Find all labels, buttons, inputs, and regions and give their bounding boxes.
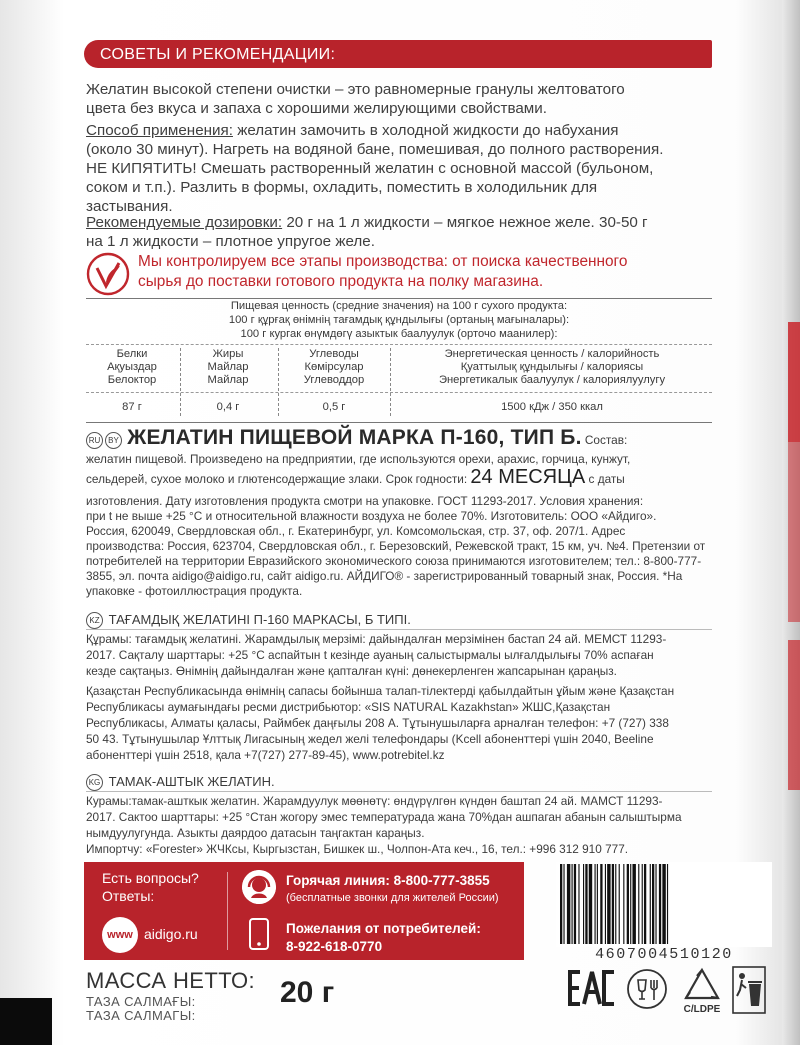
kz-text-line: Қазақстан Республикасында өнімнің сапасы бойынша талап-тілектерді қабылдайтын ұйым және Қазақстан: [86, 684, 675, 698]
hotline-phone[interactable]: Горячая линия: 8-800-777-3855: [286, 873, 490, 888]
www-icon: www: [102, 917, 138, 953]
barcode-bar: [589, 864, 592, 944]
kz-text-line: 50 43. Тұтынушылар Ұлттық Лигасының жедел желі телефондары (Kcell абоненттері үшін 2040, Beeline: [86, 732, 654, 746]
barcode-bar: [583, 864, 584, 944]
kg-text-line: Импортчу: «Forester» ЖЧКсы, Кыргызстан, Бишкек ш., Чолпон-Ата кеч., 16, тел.: +996 312 910 777.: [86, 842, 629, 856]
quality-line: Мы контролируем все этапы производства: от поиска качественного: [138, 253, 628, 270]
barcode-bar: [605, 864, 606, 944]
nutrient-name: Майлар: [207, 361, 249, 373]
nutrient-name: Энергетическая ценность / калорийность: [444, 348, 660, 360]
wishes-label: Пожелания от потребителей:: [286, 921, 481, 936]
barcode-bar: [642, 864, 643, 944]
barcode-bar: [655, 864, 656, 944]
barcode-bar: [595, 864, 596, 944]
barcode-bar: [623, 864, 624, 944]
barcode-bar: [567, 864, 570, 944]
quality-line: сырья до поставки готового продукта на полку магазина.: [138, 273, 544, 290]
usage-label: Способ применения:: [86, 122, 233, 139]
hotline-operator-icon: [242, 870, 276, 904]
answers-label: Ответы:: [102, 888, 155, 904]
eac-mark-icon: [568, 968, 616, 1008]
barcode-bar: [612, 864, 614, 944]
ru-text-line: [86, 466, 712, 488]
ru-text-line: потребителей на территории Евразийского экономического союза принимаются изготовителем; тел.: 8-800-777-: [86, 554, 702, 568]
shelf-life: 24 МЕСЯЦА: [470, 466, 586, 488]
ru-text-line: Россия, 620049, Свердловская обл., г. Екатеринбург, ул. Комсомольская, стр. 37, оф. 207/1. Адрес: [86, 524, 626, 538]
barcode-bar: [585, 864, 587, 944]
nutrient-value: 0,5 г: [322, 401, 346, 413]
nutrient-name: Жиры: [212, 348, 244, 360]
kz-text-line: 2017. Сақталу шарттары: +25 °С аспайтын t кезінде ауаның салыстырмалы ылғалдылығы 70% аспаған: [86, 648, 654, 662]
package-edge-red: [788, 442, 800, 622]
kg-text-line: нымдуулугунда. Азыкты даярдоо датасын таңгактан караңыз.: [86, 826, 425, 840]
quality-statement: [138, 252, 712, 292]
wishes-phone[interactable]: 8-922-618-0770: [286, 939, 383, 954]
nutrient-name: Энергетикалык баалуулук / калориялуулугу: [438, 374, 666, 386]
mobile-phone-icon: [248, 918, 270, 950]
usage-line: НЕ КИПЯТИТЬ! Смешать растворенный желатин с основной массой (бульоном,: [86, 160, 654, 177]
column-divider: [390, 348, 391, 416]
net-weight-label-kg: ТАЗА САЛМАГЫ:: [86, 1008, 196, 1023]
nutrient-name: Углеводдор: [303, 374, 365, 386]
barcode-bar: [627, 864, 629, 944]
kg-text-line: 2017. Сактоо шарттары: +25 °Стан жогору эмес температурада жана 70%дан ашпаган абанын салыштырма: [86, 810, 682, 824]
section-divider: [86, 629, 712, 630]
dosage-line: на 1 л жидкости – плотное упругое желе.: [86, 233, 375, 250]
nutrition-column-energy: [392, 348, 712, 387]
kz-text-line: абоненттері үшін 2518, қала +7(727) 277-89-45), www.potrebitel.kz: [86, 748, 445, 762]
table-top-border: [86, 298, 712, 299]
hotline-note: (бесплатные звонки для жителей России): [286, 892, 499, 904]
section-title: СОВЕТЫ И РЕКОМЕНДАЦИИ:: [100, 46, 336, 63]
ru-text-line: производства: Россия, 623704, Свердловская обл., г. Березовский, Режевской тракт, 15 км, уч. №4. Претензии от: [86, 539, 706, 553]
barcode-bar: [600, 864, 602, 944]
column-divider: [278, 348, 279, 416]
barcode-bar: [650, 864, 651, 944]
kg-text-line: Курамы:тамак-ашткык желатин. Жарамдуулук мөөнөтү: өндүрүлгөн күндөн баштап 24 ай. МАМСТ 11293-: [86, 794, 663, 808]
by-country-badge: BY: [105, 432, 122, 449]
nutrient-name: Майлар: [207, 374, 249, 386]
nutrient-value: 1500 кДж / 350 ккал: [501, 401, 603, 413]
barcode: [556, 862, 772, 947]
ru-text: сельдерей, сухое молоко и глютенсодержащие злаки. Срок годности:: [86, 472, 471, 486]
ru-title-line: [86, 426, 712, 450]
table-divider: [86, 344, 712, 345]
barcode-bar: [619, 864, 620, 944]
kg-country-badge: KG: [86, 774, 103, 791]
kz-text-line: Республикасы, Алматы қаласы, Раймбек даңғылы 208 А. Тұтынушыларға арналған телефон: +7 (727) 338: [86, 716, 669, 730]
table-bottom-border: [86, 422, 712, 423]
nutrient-value: 0,4 г: [216, 401, 240, 413]
kg-title: ТАМАК-АШТЫК ЖЕЛАТИН.: [108, 774, 275, 789]
barcode-number: 4607004510120: [595, 946, 733, 963]
net-weight-label-kz: ТАЗА САЛМАҒЫ:: [86, 994, 196, 1009]
barcode-bar: [615, 864, 616, 944]
nutrition-column-protein: [86, 348, 178, 387]
nutrient-name: Белки: [116, 348, 148, 360]
barcode-bar: [632, 864, 635, 944]
barcode-bar: [574, 864, 576, 944]
ru-text-line: изготовления. Дату изготовления продукта смотри на упаковке. ГОСТ 11293-2017. Условия хранения:: [86, 494, 644, 508]
barcode-bar: [644, 864, 646, 944]
usage-line: застывания.: [86, 198, 173, 215]
usage-line: [86, 121, 712, 140]
barcode-bar: [597, 864, 598, 944]
nutrition-column-fat: [180, 348, 276, 387]
panel-divider: [227, 872, 228, 950]
barcode-bar: [578, 864, 579, 944]
recycling-code: C/LDPE: [683, 1004, 721, 1015]
ru-text-line: упаковке - фотоиллюстрация продукта.: [86, 584, 303, 598]
nutrient-name: Белоктор: [107, 374, 157, 386]
dosage-line: [86, 213, 712, 232]
barcode-bar: [659, 864, 661, 944]
website-link[interactable]: aidigo.ru: [144, 926, 198, 942]
barcode-bar: [652, 864, 654, 944]
kz-text-line: кезде сақтаңыз. Өнімнің дайындалған және қапталған күні: дөнекерленген жапсарынан қараңыз.: [86, 664, 617, 678]
nutrient-name: Углеводы: [309, 348, 359, 360]
package-edge-red: [788, 322, 800, 442]
ru-text-line: при t не выше +25 °С и относительной влажности воздуха не более 70%. Изготовитель: ООО «Айдиго».: [86, 509, 657, 523]
questions-label: Есть вопросы?: [102, 870, 199, 886]
nutrient-name: Көмірсулар: [304, 361, 364, 373]
barcode-bar: [667, 864, 668, 944]
net-weight-label: МАССА НЕТТО:: [86, 968, 256, 993]
kg-title-line: [86, 774, 712, 791]
column-divider: [180, 348, 181, 416]
kz-title: ТАҒАМДЫҚ ЖЕЛАТИНІ П-160 МАРКАСЫ, Б ТИПІ.: [108, 612, 411, 627]
nutrition-heading-kg: 100 г кургак өнүмдөгү азыктык баалуулук (орточо маанилер):: [240, 328, 558, 340]
product-title: ЖЕЛАТИН ПИЩЕВОЙ МАРКА П-160, ТИП Б.: [127, 426, 582, 449]
barcode-bar: [630, 864, 631, 944]
usage-line: (около 30 минут). Нагреть на водяной бане, помешивая, до полного растворения.: [86, 141, 664, 158]
barcode-bar: [572, 864, 573, 944]
contact-panel: [84, 862, 524, 960]
usage-line: соком и т.п.). Разлить в формы, охладить, поместить в холодильник для: [86, 179, 598, 196]
section-divider: [86, 791, 712, 792]
kz-text-line: Республикасы аумағындағы ресми дистрибьютор: «SIS NATURAL Kazakhstan» ЖШС,Қазақстан: [86, 700, 611, 714]
net-weight-value: 20 г: [280, 976, 335, 1009]
ru-country-badge: RU: [86, 432, 103, 449]
nutrient-name: Қуаттылық құндылығы / калориясы: [460, 361, 644, 373]
corner-shadow: [0, 998, 52, 1045]
dosage-label: Рекомендуемые дозировки:: [86, 214, 283, 231]
usage-text: желатин замочить в холодной жидкости до набухания: [232, 122, 619, 139]
food-safe-glass-fork-icon: [626, 968, 668, 1010]
nutrition-heading-ru: Пищевая ценность (средние значения) на 100 г сухого продукта:: [230, 300, 568, 312]
nutrition-column-carbs: [280, 348, 388, 387]
barcode-bar: [560, 864, 562, 944]
ru-text: с даты: [585, 472, 625, 486]
kz-country-badge: KZ: [86, 612, 103, 629]
barcode-bar: [607, 864, 610, 944]
ru-text-line: желатин пищевой. Произведено на предприятии, где используются орехи, арахис, горчица, кунжут,: [86, 452, 631, 466]
kz-text-line: Құрамы: тағамдық желатині. Жарамдылық мерзімі: дайындалған мерзімінен бастап 24 ай. МЕМСТ 11293-: [86, 632, 667, 646]
dispose-in-bin-icon: [732, 966, 766, 1014]
nutrient-name: Ақуыздар: [107, 361, 157, 373]
kz-title-line: [86, 612, 712, 629]
intro-line: Желатин высокой степени очистки – это равномерные гранулы желтоватого: [86, 81, 625, 98]
composition-label: Состав:: [581, 433, 628, 447]
barcode-bar: [563, 864, 564, 944]
recycling-icon: [680, 966, 724, 1006]
intro-line: цвета без вкуса и запаха с хорошими желирующими свойствами.: [86, 100, 547, 117]
dosage-text: 20 г на 1 л жидкости – мягкое нежное желе. 30-50 г: [282, 214, 648, 231]
nutrition-heading-kz: 100 г құрғақ өнімнің тағамдық құндылығы (ортаның мағыналары):: [228, 314, 570, 326]
nutrient-value: 87 г: [122, 401, 142, 413]
barcode-bar: [638, 864, 639, 944]
package-edge-red: [788, 640, 800, 790]
quality-check-icon: [86, 252, 130, 296]
barcode-bar: [662, 864, 665, 944]
ru-text-line: 3855, эл. почта aidigo@aidigo.ru, сайт aidigo.ru. АЙДИГО® - зарегистрированный товарный знак, Россия. *На: [86, 569, 683, 583]
